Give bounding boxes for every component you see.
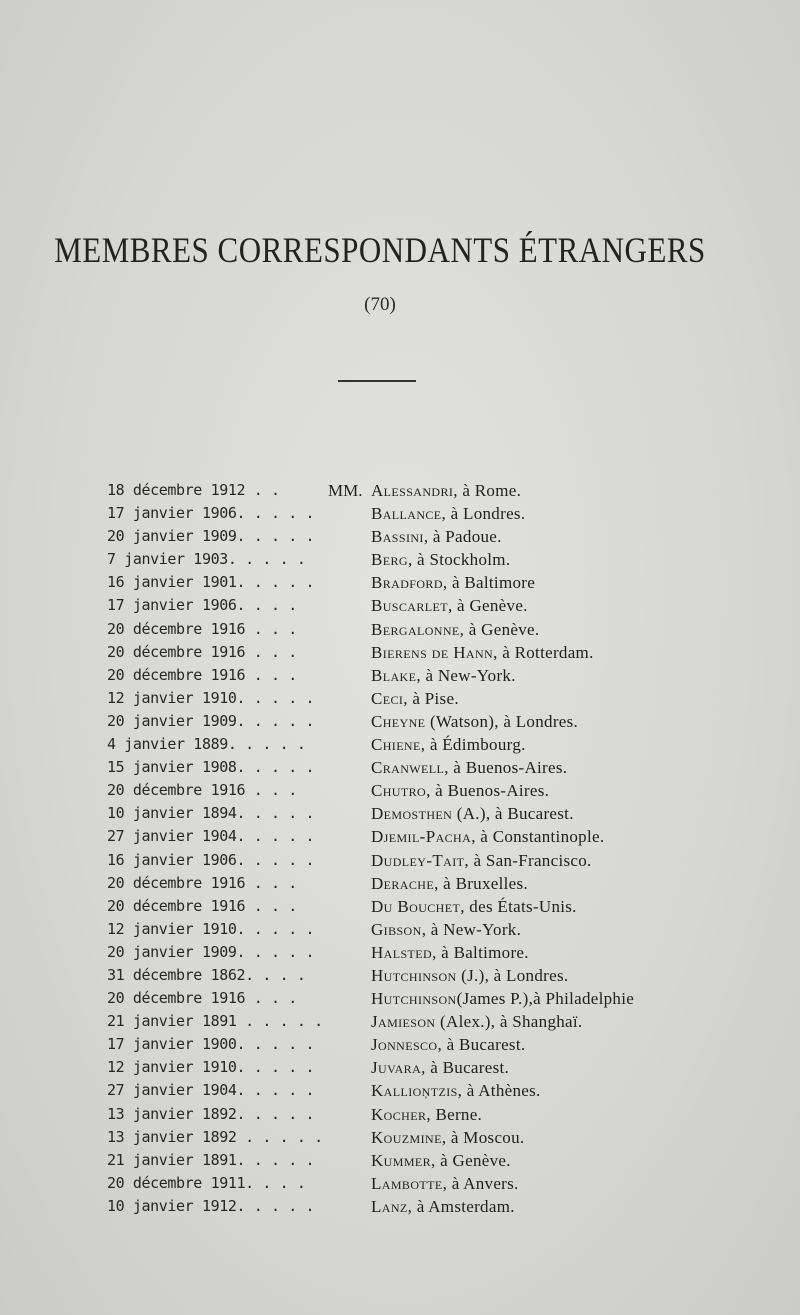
member-entry — [371, 687, 459, 710]
member-name: Derache — [371, 873, 435, 893]
member-name: Djemil-Pacha — [371, 827, 472, 847]
member-row — [0, 571, 800, 594]
member-name: Demosthen — [371, 804, 453, 824]
election-date: 7 janvier 1903. . . . . — [107, 550, 306, 569]
member-name: Jonnesco — [371, 1035, 438, 1055]
member-row — [0, 1079, 800, 1102]
member-name: Hutchinson — [371, 989, 457, 1009]
member-location: , à Athènes. — [457, 1081, 541, 1101]
member-row — [0, 641, 800, 664]
election-date: 27 janvier 1904. . . . . — [107, 827, 315, 846]
election-date: 20 décembre 1916 . . . — [107, 642, 297, 661]
member-location: , à Rotterdam. — [493, 642, 594, 662]
election-date: 21 janvier 1891 . . . . . — [107, 1012, 323, 1031]
member-name: Jamieson — [371, 1012, 436, 1032]
member-name: Lanz — [371, 1196, 408, 1216]
member-row — [0, 1033, 800, 1056]
election-date: 20 décembre 1916 . . . — [107, 989, 297, 1008]
election-date: 20 décembre 1916 . . . — [107, 781, 297, 800]
member-row — [0, 1103, 800, 1126]
member-location: , à Bucarest. — [437, 1035, 526, 1055]
member-location: , des États-Unis. — [460, 896, 577, 916]
honorific-label: MM. — [328, 481, 363, 500]
member-location: , Berne. — [426, 1104, 483, 1124]
member-name: Kouzmine — [371, 1127, 442, 1147]
member-entry — [371, 1149, 511, 1172]
member-location: , à Bruxelles. — [434, 873, 528, 893]
election-date: 17 janvier 1906. . . . . — [107, 504, 315, 523]
member-name: Kocher — [371, 1104, 427, 1124]
election-date: 20 décembre 1916 . . . — [107, 619, 297, 638]
member-name: Buscarlet — [371, 596, 448, 616]
election-date: 10 janvier 1912. . . . . — [107, 1196, 315, 1215]
member-location: , à Rome. — [453, 481, 522, 500]
member-location: , à Pise. — [403, 688, 459, 708]
member-location: , à Londres. — [441, 504, 526, 524]
member-row — [0, 964, 800, 987]
election-date: 12 janvier 1910. . . . . — [107, 1058, 315, 1077]
member-row — [0, 987, 800, 1010]
member-location: , à New-York. — [416, 665, 516, 685]
member-name: Lambotte — [371, 1173, 443, 1193]
member-entry — [371, 895, 577, 918]
member-row — [0, 918, 800, 941]
member-row — [0, 687, 800, 710]
member-row — [0, 1126, 800, 1149]
member-entry — [371, 525, 502, 548]
member-name: Halsted — [371, 942, 433, 962]
election-date: 20 janvier 1909. . . . . — [107, 711, 315, 730]
member-row — [0, 733, 800, 756]
member-location: , à Genève. — [447, 596, 528, 616]
member-location: , à Constantinople. — [471, 827, 605, 847]
member-location: (Watson), à Londres. — [425, 711, 579, 731]
member-location: (A.), à Bucarest. — [452, 804, 574, 824]
member-entry — [371, 1195, 515, 1218]
election-date: 13 janvier 1892. . . . . — [107, 1104, 315, 1123]
member-name: Kummer — [371, 1150, 432, 1170]
member-location: , à Genève. — [431, 1150, 511, 1170]
member-row — [0, 502, 800, 525]
election-date: 20 décembre 1916 . . . — [107, 873, 297, 892]
member-entry — [371, 1103, 482, 1126]
member-row — [0, 802, 800, 825]
election-date: 12 janvier 1910. . . . . — [107, 919, 315, 938]
member-location: , à Baltimore. — [432, 942, 529, 962]
member-location: (James P.),à Philadelphie — [456, 989, 635, 1009]
member-name: Alessandri — [371, 481, 454, 500]
member-entry — [371, 1079, 541, 1102]
member-entry — [371, 1172, 519, 1195]
election-date: 21 janvier 1891. . . . . — [107, 1150, 315, 1169]
member-entry — [371, 802, 574, 825]
member-entry — [371, 594, 528, 617]
member-location: , à Buenos-Aires. — [444, 758, 568, 778]
member-name: Bassini — [371, 527, 424, 547]
member-name: Juvara — [371, 1058, 422, 1078]
member-location: , à Stockholm. — [407, 550, 511, 570]
member-row — [0, 895, 800, 918]
member-row — [0, 779, 800, 802]
member-name: Blake — [371, 665, 417, 685]
member-entry — [371, 710, 578, 733]
member-row — [0, 594, 800, 617]
member-name: Hutchinson — [371, 965, 457, 985]
member-location: (Alex.), à Shanghaï. — [435, 1012, 583, 1032]
election-date: 13 janvier 1892 . . . . . — [107, 1127, 323, 1146]
member-entry — [371, 618, 539, 641]
member-entry — [371, 1033, 525, 1056]
member-entry — [371, 825, 604, 848]
member-entry — [371, 733, 526, 756]
election-date: 16 janvier 1906. . . . . — [107, 850, 315, 869]
member-location: (J.), à Londres. — [456, 965, 569, 985]
member-location: , à Baltimore — [442, 573, 536, 593]
member-entry — [371, 479, 521, 502]
election-date: 20 janvier 1909. . . . . — [107, 942, 315, 961]
member-location: , à Padoue. — [423, 527, 502, 547]
member-row — [0, 872, 800, 895]
member-entry — [371, 849, 592, 872]
member-name: Bergalonne — [371, 619, 460, 639]
member-row — [0, 664, 800, 687]
member-entry — [371, 641, 594, 664]
member-name: Berg — [371, 550, 408, 570]
member-name: Chutro — [371, 781, 427, 801]
member-location: , à New-York. — [421, 919, 522, 939]
election-date: 20 décembre 1916 . . . — [107, 665, 297, 684]
member-name: Bradford — [371, 573, 443, 593]
member-entry — [371, 779, 549, 802]
election-date: 20 décembre 1911. . . . — [107, 1173, 306, 1192]
member-entry — [371, 548, 510, 571]
member-location: , à Moscou. — [441, 1127, 525, 1147]
election-date: 10 janvier 1894. . . . . — [107, 804, 315, 823]
member-location: , à Buenos-Aires. — [426, 781, 550, 801]
member-row — [0, 941, 800, 964]
member-name: Cheyne — [371, 711, 426, 731]
member-entry — [371, 1056, 509, 1079]
member-row — [0, 1010, 800, 1033]
member-row — [0, 756, 800, 779]
election-date: 16 janvier 1901. . . . . — [107, 573, 315, 592]
member-row — [0, 1172, 800, 1195]
election-date: 17 janvier 1906. . . . — [107, 596, 297, 615]
title-rule-divider — [338, 380, 416, 382]
member-list — [0, 479, 800, 1218]
member-location: , à Amsterdam. — [407, 1196, 515, 1216]
member-row — [0, 1056, 800, 1079]
member-name: Chiene — [371, 735, 421, 755]
member-entry — [371, 941, 529, 964]
member-name: Du Bouchet — [371, 896, 461, 916]
member-name: Dudley-Tait — [371, 850, 465, 870]
member-name: Kallioņtzis — [371, 1081, 458, 1101]
election-date: 27 janvier 1904. . . . . — [107, 1081, 315, 1100]
member-row — [0, 1149, 800, 1172]
election-date: 12 janvier 1910. . . . . — [107, 688, 315, 707]
member-row — [0, 525, 800, 548]
page-title: MEMBRES CORRESPONDANTS ÉTRANGERS — [54, 230, 706, 271]
election-date: 20 décembre 1916 . . . — [107, 896, 297, 915]
election-date: 15 janvier 1908. . . . . — [107, 758, 315, 777]
election-date: 20 janvier 1909. . . . . — [107, 527, 315, 546]
member-location: , à Genève. — [459, 619, 540, 639]
member-entry — [371, 571, 535, 594]
election-date: 4 janvier 1889. . . . . — [107, 735, 306, 754]
member-entry — [371, 1126, 524, 1149]
member-entry — [371, 1010, 582, 1033]
member-name: Bierens de Hann — [371, 642, 494, 662]
member-row — [0, 825, 800, 848]
member-entry — [371, 872, 528, 895]
member-name: Ballance — [371, 504, 442, 524]
member-row — [0, 618, 800, 641]
member-name: Gibson — [371, 919, 422, 939]
member-location: , à Bucarest. — [421, 1058, 510, 1078]
member-location: , à San-Francisco. — [464, 850, 592, 870]
member-entry — [371, 918, 521, 941]
member-location: , à Édimbourg. — [420, 735, 526, 755]
election-date: 18 décembre 1912 . . — [107, 481, 280, 499]
election-date: 17 janvier 1900. . . . . — [107, 1035, 315, 1054]
member-entry — [371, 502, 525, 525]
member-entry — [371, 964, 568, 987]
member-entry — [371, 987, 634, 1010]
member-name: Cranwell — [371, 758, 445, 778]
member-row — [0, 1195, 800, 1218]
election-date: 31 décembre 1862. . . . — [107, 965, 306, 984]
member-entry — [371, 664, 516, 687]
member-name: Ceci — [371, 688, 404, 708]
member-row — [0, 849, 800, 872]
member-row — [0, 479, 800, 502]
member-entry — [371, 756, 567, 779]
member-row — [0, 710, 800, 733]
member-row — [0, 548, 800, 571]
member-count: (70) — [364, 294, 396, 315]
member-location: , à Anvers. — [442, 1173, 519, 1193]
